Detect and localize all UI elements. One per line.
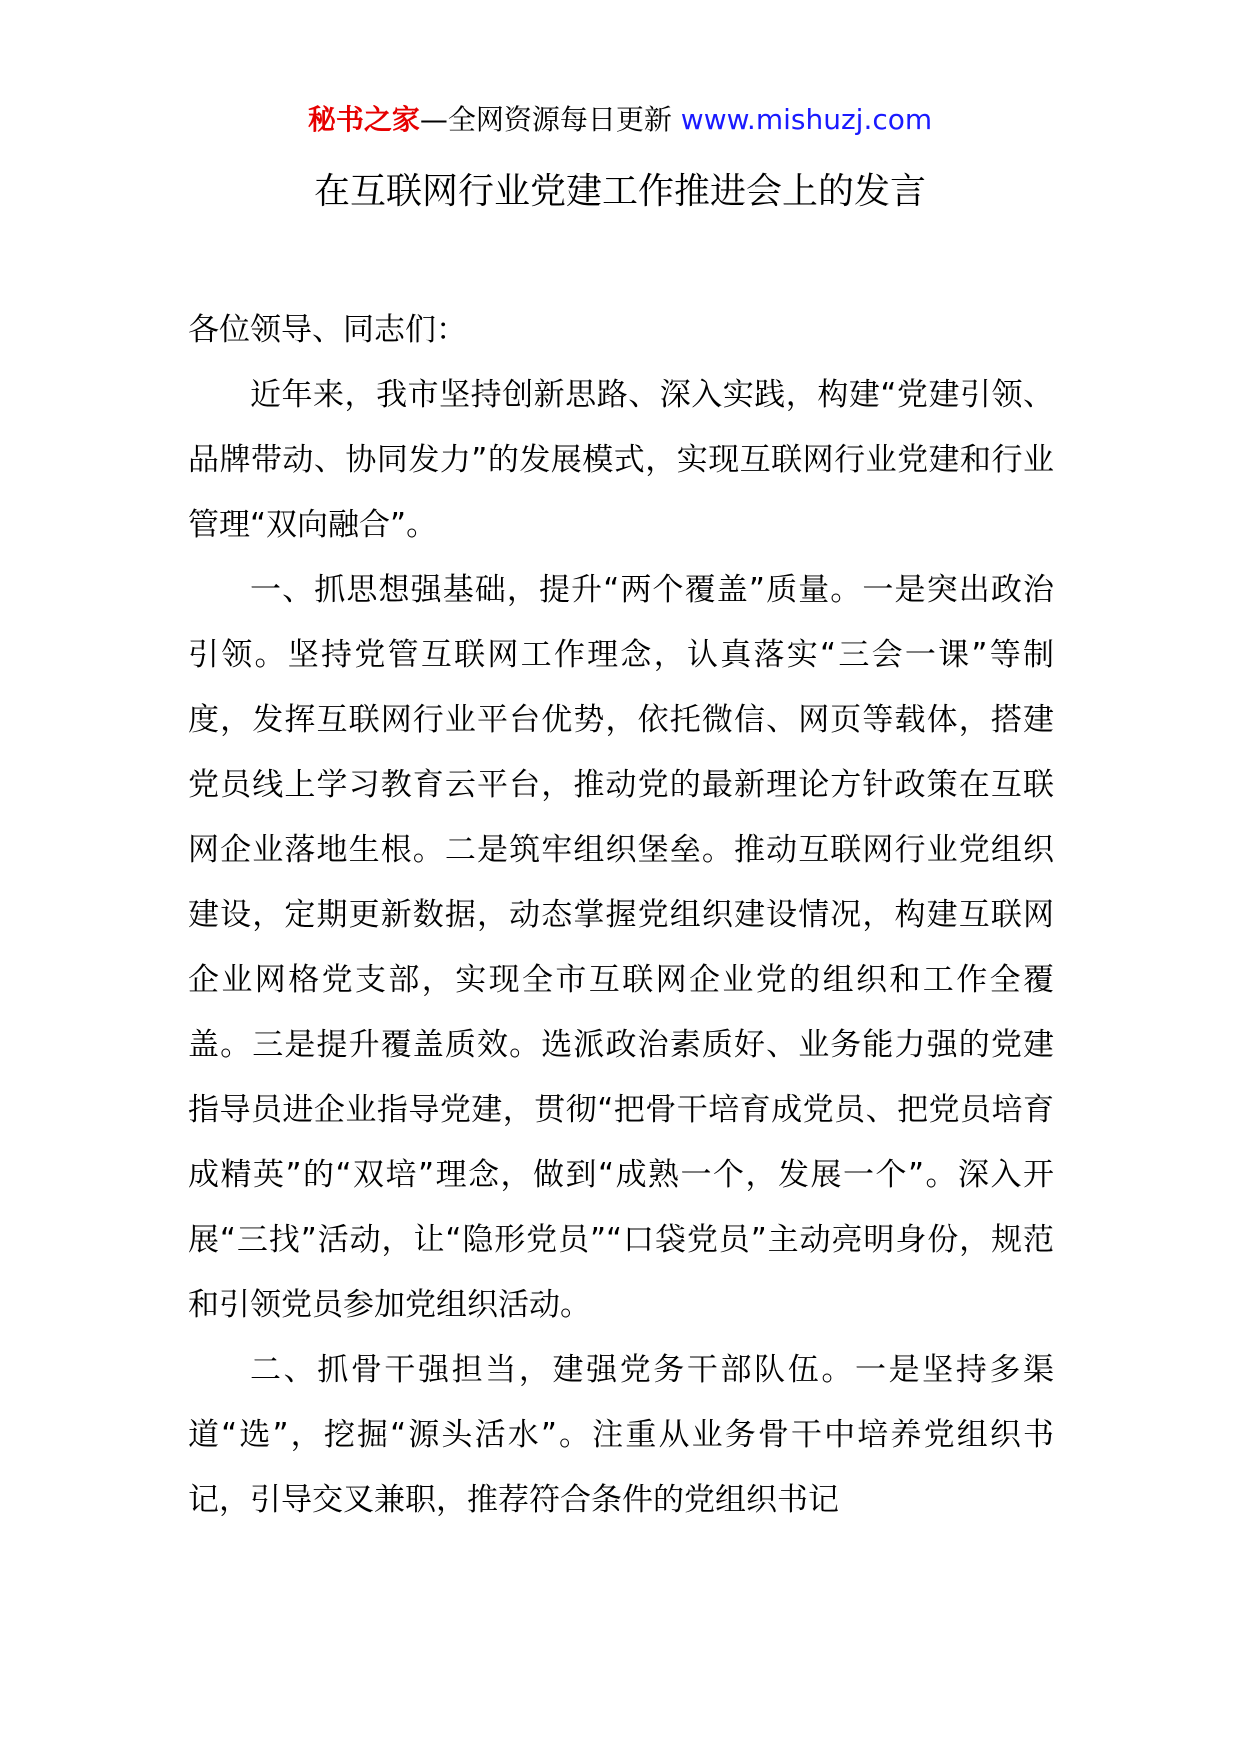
paragraph-section-two <box>188 1338 1054 1533</box>
site-url-link[interactable]: www.mishuzj.com <box>680 103 933 136</box>
section-heading: 一、抓思想强基础，提升“两个覆盖”质量。 <box>250 572 863 608</box>
document-body <box>188 298 1054 1533</box>
paragraph-text: 一是坚持多渠道“选”，挖掘“源头活水”。注重从业务骨干中培养党组织书记，引导交叉兼职，推荐符合条件的党组织书记 <box>188 1352 1055 1518</box>
paragraph-section-one <box>188 558 1054 1338</box>
salutation: 各位领导、同志们： <box>188 312 467 348</box>
paragraph-intro <box>188 363 1054 558</box>
brand-name: 秘书之家 <box>307 103 420 136</box>
banner-tagline: —全网资源每日更新 <box>419 103 672 136</box>
paragraph-text: 近年来，我市坚持创新思路、深入实践，构建“党建引领、品牌带动、协同发力”的发展模式，实现互联网行业党建和行业管理“双向融合”。 <box>188 377 1054 543</box>
paragraph-text: 一是突出政治引领。坚持党管互联网工作理念，认真落实“三会一课”等制度，发挥互联网行业平台优势，依托微信、网页等载体，搭建党员线上学习教育云平台，推动党的最新理论方针政策在互联网企业落地生根。二是筑牢组织堡垒。推动互联网行业党组织建设，定期更新数据，动态掌握党组织建设情况，构建互联网企业网格党支部，实现全市互联网企业党的组织和工作全覆盖。三是提升覆盖质效。选派政治素质好、业务能力强的党建指导员进企业指导党建，贯彻“把骨干培育成党员、把党员培育成精英”的“双培”理念，做到“成熟一个，发展一个”。深入开展“三找”活动，让“隐形党员”“口袋党员”主动亮明身份，规范和引领党员参加党组织活动。 <box>188 572 1054 1323</box>
section-heading: 二、抓骨干强担当，建强党务干部队伍。 <box>250 1352 855 1388</box>
document-title: 在互联网行业党建工作推进会上的发言 <box>313 171 926 212</box>
site-banner <box>0 100 1240 140</box>
